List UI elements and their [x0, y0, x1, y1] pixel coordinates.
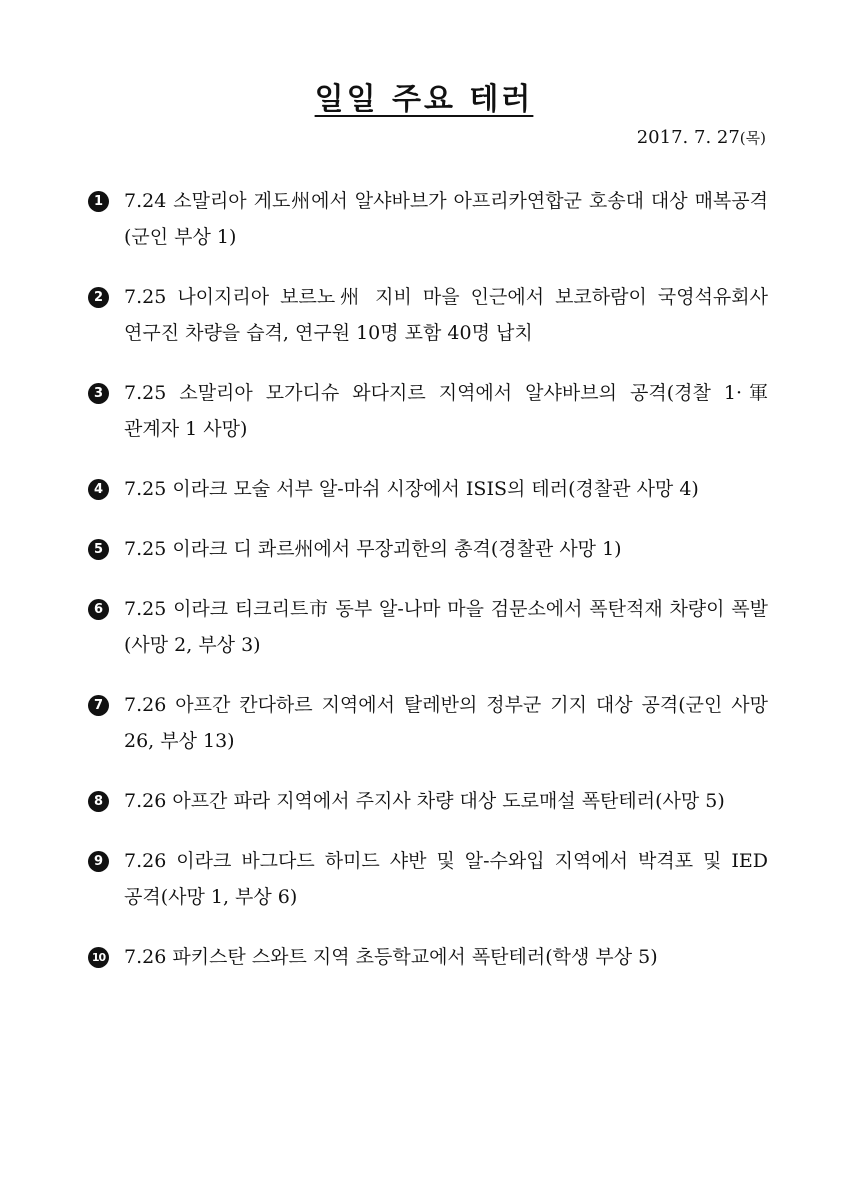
item-number-badge: 1: [88, 191, 109, 212]
list-item: [88, 531, 768, 567]
list-item: [88, 687, 768, 759]
list-item: [88, 591, 768, 663]
list-item: [88, 279, 768, 351]
item-number-badge: 7: [88, 695, 109, 716]
report-date-text: 2017. 7. 27: [636, 127, 740, 148]
item-number-badge: 5: [88, 539, 109, 560]
item-text: 7.26 이라크 바그다드 하미드 샤반 및 알-수와입 지역에서 박격포 및 IED 공격(사망 1, 부상 6): [124, 850, 768, 908]
item-text: 7.25 이라크 티크리트市 동부 알-나마 마을 검문소에서 폭탄적재 차량이 폭발(사망 2, 부상 3): [124, 598, 768, 656]
item-text: 7.24 소말리아 게도州에서 알샤바브가 아프리카연합군 호송대 대상 매복공격(군인 부상 1): [124, 190, 768, 248]
item-number-badge: 3: [88, 383, 109, 404]
page-title: [0, 74, 848, 118]
item-text: 7.25 이라크 모술 서부 알-마쉬 시장에서 ISIS의 테러(경찰관 사망 4): [124, 478, 699, 500]
item-text: 7.26 파키스탄 스와트 지역 초등학교에서 폭탄테러(학생 부상 5): [124, 946, 658, 968]
list-item: [88, 783, 768, 819]
item-number-badge: 4: [88, 479, 109, 500]
item-number-badge: 9: [88, 851, 109, 872]
item-number-badge: 8: [88, 791, 109, 812]
item-text: 7.26 아프간 칸다하르 지역에서 탈레반의 정부군 기지 대상 공격(군인 사망 26, 부상 13): [124, 694, 768, 752]
item-number-badge: 2: [88, 287, 109, 308]
item-text: 7.25 나이지리아 보르노州 지비 마을 인근에서 보코하람이 국영석유회사 연구진 차량을 습격, 연구원 10명 포함 40명 납치: [124, 286, 768, 344]
report-date: [637, 127, 766, 148]
list-item: [88, 939, 768, 975]
item-text: 7.25 소말리아 모가디슈 와다지르 지역에서 알샤바브의 공격(경찰 1·軍 관계자 1 사망): [124, 382, 768, 440]
item-text: 7.26 아프간 파라 지역에서 주지사 차량 대상 도로매설 폭탄테러(사망 5): [124, 790, 725, 812]
page-title-text: 일일 주요 테러: [314, 82, 534, 117]
item-number-badge: 6: [88, 599, 109, 620]
list-item: [88, 471, 768, 507]
list-item: [88, 375, 768, 447]
incident-list: [88, 183, 768, 975]
item-number-badge: 10: [88, 947, 109, 968]
report-day-of-week: (목): [739, 129, 766, 147]
item-text: 7.25 이라크 디 콰르州에서 무장괴한의 총격(경찰관 사망 1): [124, 538, 622, 560]
list-item: [88, 183, 768, 255]
list-item: [88, 843, 768, 915]
